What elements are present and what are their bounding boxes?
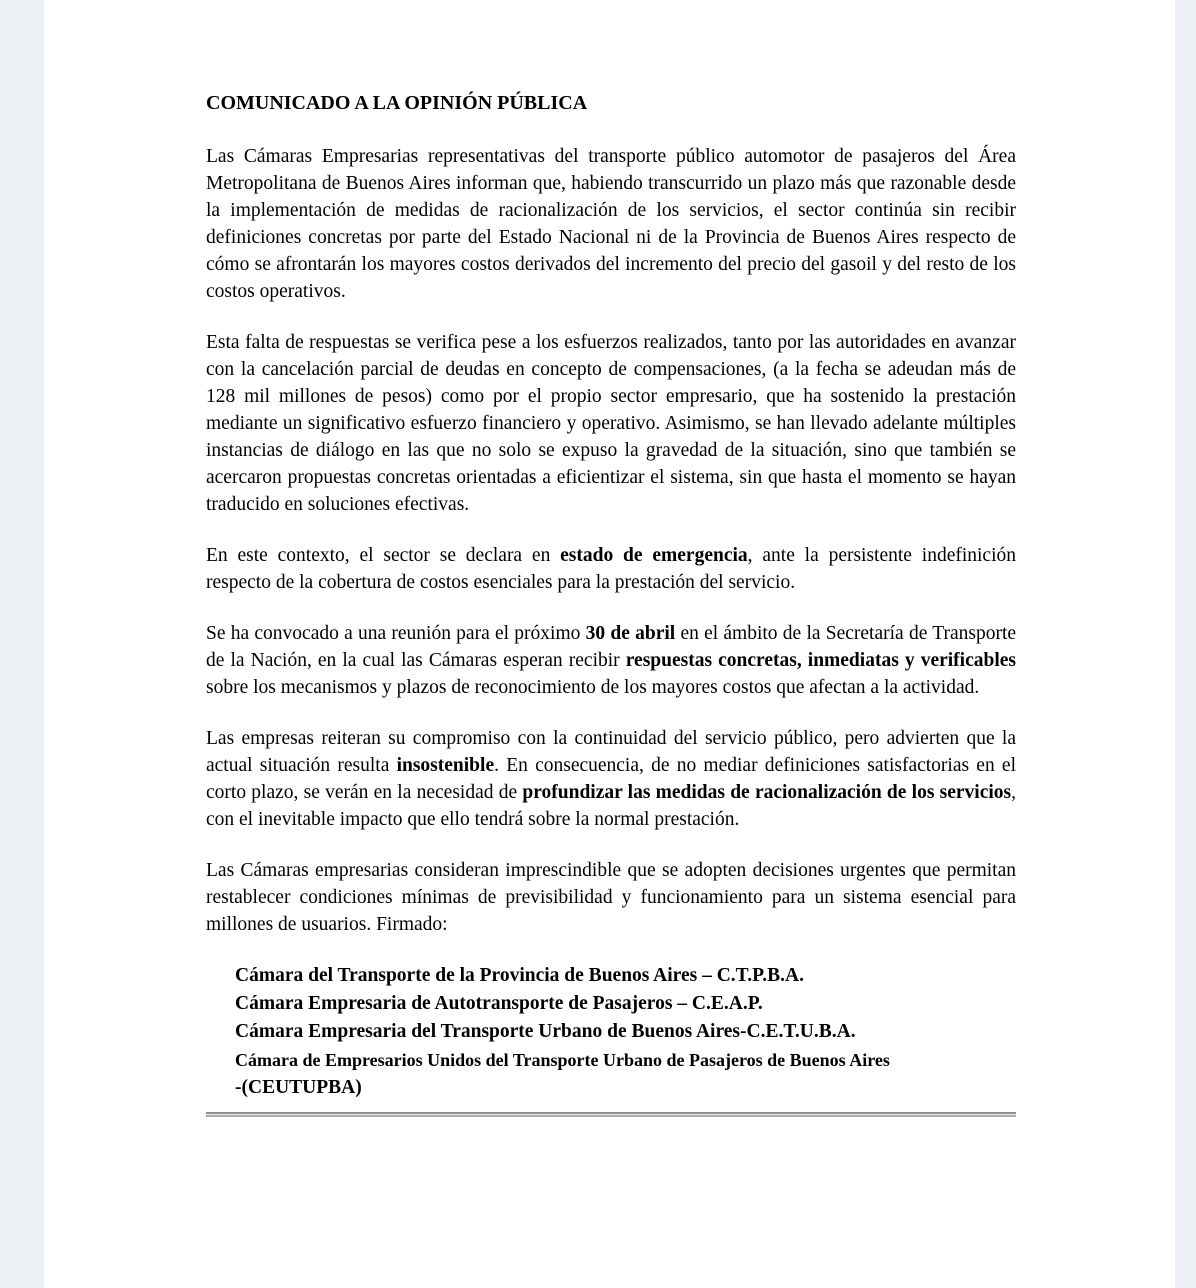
body-text: , con el inevitable impacto que ello tendrá sobre la normal prestación. (206, 782, 1016, 830)
document-content (44, 0, 1175, 1117)
signature-line: -(CEUTUPBA) (235, 1077, 362, 1098)
body-text: Las empresas reiteran su compromiso con la continuidad del servicio público, pero advierten que la actual situación resulta (206, 728, 1016, 776)
signature-block (206, 962, 1016, 1102)
paragraph (206, 620, 1016, 701)
paragraph (206, 143, 1016, 305)
body-text: Las Cámaras empresarias consideran imprescindible que se adopten decisiones urgentes que permitan restablecer condiciones mínimas de previsibilidad y funcionamiento para un sistema esencial para millones de usuarios. Firmado: (206, 860, 1016, 935)
body-text: en el ámbito de la Secretaría de Transporte de la Nación, en la cual las Cámaras esperan recibir (206, 623, 1017, 671)
signature-line: Cámara de Empresarios Unidos del Transporte Urbano de Pasajeros de Buenos Aires (235, 1050, 890, 1070)
paragraph (206, 542, 1016, 596)
body-text: . En consecuencia, de no mediar definiciones satisfactorias en el corto plazo, se verán en la necesidad de (206, 755, 1016, 803)
body-text: Se ha convocado a una reunión para el próximo (206, 623, 586, 644)
body-text: , ante la persistente indefinición respecto de la cobertura de costos esenciales para la prestación del servicio. (206, 545, 1017, 593)
emphasized-text: respuestas concretas, inmediatas y verificables (625, 650, 1016, 671)
document-title: COMUNICADO A LA OPINIÓN PÚBLICA (206, 92, 588, 114)
body-text: sobre los mecanismos y plazos de reconocimiento de los mayores costos que afectan a la actividad. (206, 677, 980, 698)
paragraph (206, 329, 1016, 518)
signature-line: Cámara del Transporte de la Provincia de Buenos Aires – C.T.P.B.A. (235, 965, 804, 986)
signature-line: Cámara Empresaria del Transporte Urbano de Buenos Aires-C.E.T.U.B.A. (235, 1021, 856, 1042)
emphasized-text: estado de emergencia (560, 545, 748, 566)
body-text: Las Cámaras Empresarias representativas del transporte público automotor de pasajeros del Área Metropolitana de Buenos Aires informan que, habiendo transcurrido un plazo más que razonable desde la implementación de medidas de racionalización de los servicios, el sector continúa sin recibir definiciones concretas por parte del Estado Nacional ni de la Provincia de Buenos Aires respecto de cómo se afrontarán los mayores costos derivados del incremento del precio del gasoil y del resto de los costos operativos. (206, 146, 1016, 302)
document-page (44, 0, 1175, 1288)
body-text: Esta falta de respuestas se verifica pese a los esfuerzos realizados, tanto por las autoridades en avanzar con la cancelación parcial de deudas en concepto de compensaciones, (a la fecha se adeudan más de 128 mil millones de pesos) como por el propio sector empresario, que ha sostenido la prestación mediante un significativo esfuerzo financiero y operativo. Asimismo, se han llevado adelante múltiples instancias de diálogo en las que no solo se expuso la gravedad de la situación, sino que también se acercaron propuestas concretas orientadas a eficientizar el sistema, sin que hasta el momento se hayan traducido en soluciones efectivas. (206, 332, 1016, 515)
emphasized-text: profundizar las medidas de racionalización de los servicios (522, 782, 1012, 803)
emphasized-text: 30 de abril (585, 623, 676, 644)
bottom-divider (206, 1112, 1016, 1117)
emphasized-text: insostenible (396, 755, 495, 776)
paragraph (206, 725, 1016, 833)
document-body (206, 143, 1016, 938)
paragraph (206, 857, 1016, 938)
signature-line: Cámara Empresaria de Autotransporte de Pasajeros – C.E.A.P. (235, 993, 763, 1014)
body-text: En este contexto, el sector se declara en (206, 545, 561, 566)
